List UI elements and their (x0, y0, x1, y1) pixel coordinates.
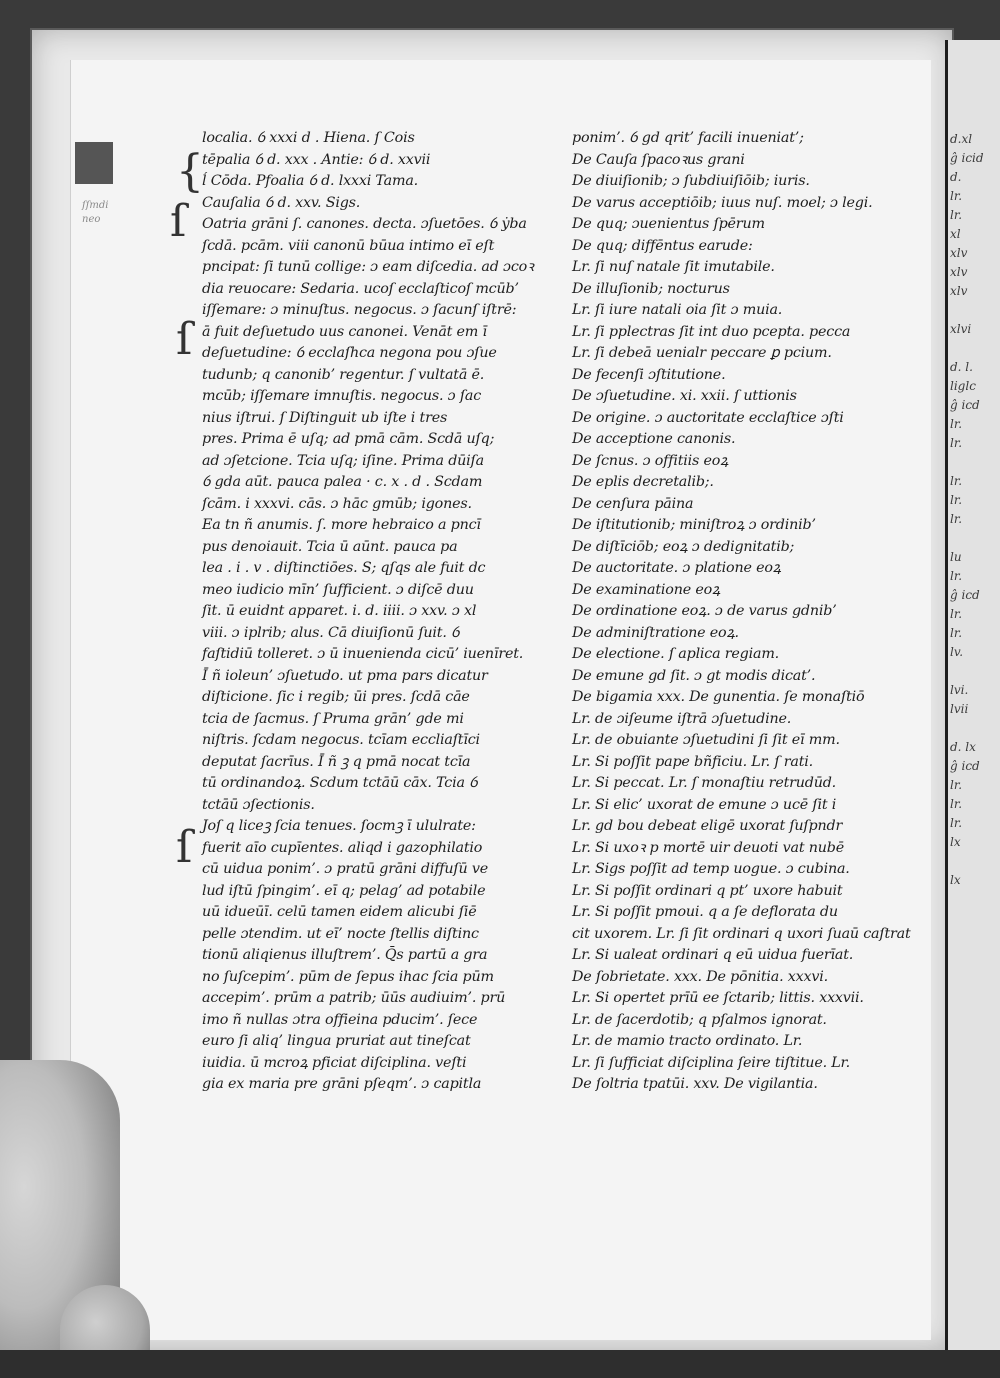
right-strip-line: xl (950, 227, 961, 241)
left-column-line: tctāū ɔſectionis. (202, 796, 315, 813)
right-column-line: Lr. Si peccat. Lr. ſ monaſtiu retrudūd. (572, 775, 837, 791)
left-column-line: tionū aliqienus illuſtrem’. Q̄s partū a gra (202, 947, 488, 963)
left-column-line: Ea tn ñ anumis. ſ. more hebraico a pncī (202, 517, 481, 533)
left-column-line: ā fuit deſuetudo uus canonei. Venāt em ī (202, 323, 487, 340)
section-bracket-1: { (176, 146, 204, 197)
left-column-line: mcūb; iſſemare imnuſtis. negocus. ɔ ſac (202, 388, 482, 404)
right-strip-line: lr. (950, 778, 963, 792)
right-column-line: Lr. ſi pplectras ſit int duo pcepta. pecca (572, 323, 851, 340)
left-column-line: ſit. ū euidnt apparet. i. d. iiii. ɔ xxv. ɔ xl (202, 603, 477, 619)
right-column-line: De diuiſionib; ɔ ſubdiuiſiōib; iuris. (572, 173, 810, 189)
left-column-line: lud iſtū ſpingim’. eī q; pelag’ ad potabile (202, 882, 486, 899)
right-column-line: Lr. Si elic’ uxorat de emune ɔ ucē ſit i (572, 796, 837, 813)
right-strip-line: d. lx (950, 740, 976, 754)
right-strip-line: lvii (950, 702, 969, 716)
right-strip-line: ĝ icd (950, 759, 980, 773)
right-strip-line: lr. (950, 417, 963, 431)
right-column-line: De acceptione canonis. (572, 431, 736, 447)
right-column-line: De bigamia xxx. De gunentia. ſe monaſtiō (572, 689, 865, 705)
left-column-line: tū ordinandoꝝ. Scdum tctāū cāx. Tcia ỽ (202, 775, 478, 791)
right-strip-line: lr. (950, 436, 963, 450)
ink-blot-mark (75, 142, 113, 184)
right-strip-line: ĝ icd (950, 588, 980, 602)
left-column-line: iſſemare: ɔ minuſtus. negocus. ɔ ſacunſ iſtrē: (202, 302, 517, 318)
right-column-line: Lr. gd bou debeat eligē uxorat ſuſpndr (572, 818, 843, 834)
right-column-line: De quq; diffēntus earude: (572, 237, 753, 254)
right-column-line: De Cauſa ſpacoꝛus grani (572, 151, 745, 168)
left-column-line: gia ex maria pre grāni pſeqm’. ɔ capitla (202, 1076, 482, 1092)
right-strip-line (950, 453, 1000, 472)
right-strip-line: xlv (950, 284, 968, 298)
right-column-line: Lr. Si poſſit ordinari q pt’ uxore habuit (572, 882, 843, 899)
left-column-line: lea . i . v . diſtinctiōes. S; qſqs ale fuit dc (202, 560, 486, 576)
left-column-line: imo ñ nullas ɔtra offieina pducim’. ſece (202, 1011, 478, 1028)
right-strip-line: lr. (950, 607, 963, 621)
left-column-line: pelle ɔtendim. ut eī’ nocte ſtellis diſtinc (202, 925, 479, 942)
right-strip-line: lvi. (950, 683, 969, 697)
left-column-line: localia. ỽ xxxi d . Hiena. ſ Cois (202, 130, 415, 146)
left-column-line: deſuetudine: ỽ ecclaſhca negona pou ɔſue (202, 345, 497, 361)
right-column-line: De illuſionib; nocturus (572, 280, 730, 297)
left-column-line: accepim’. prūm a patrib; ūūs audiuim’. prū (202, 990, 506, 1006)
right-text-column (572, 128, 932, 1096)
right-column-line: Lr. ſi debeā uenialr peccare ꝑ pcium. (572, 345, 832, 361)
right-strip-line (950, 301, 1000, 320)
right-strip-line: lu (950, 550, 962, 564)
right-strip-line: xlv (950, 246, 968, 260)
right-column-line: De origine. ɔ auctoritate ecclaſtice ɔſti (572, 409, 844, 426)
left-column-line: uū idueūī. celū tamen eidem alicubi ſiē (202, 904, 477, 920)
right-strip-line: lv. (950, 645, 964, 659)
background-bottom-edge (0, 1350, 1000, 1378)
left-column-line: deputat ſacrīus. Ī ñ ꝫ q pmā nocat tcīa (202, 753, 471, 770)
left-column-line: iuidia. ū mcroꝝ pficiat diſciplina. veſti (202, 1054, 467, 1071)
right-column-line: Lr. Sigs poſſit ad temp uogue. ɔ cubina. (572, 861, 850, 877)
right-column-line: De ſobrietate. xxx. De pōnitia. xxxvi. (572, 968, 828, 985)
right-strip-line: d. (950, 170, 962, 184)
right-column-line: Lr. Si uxoꝛ p mortē uir deuoti vat nubē (572, 839, 844, 856)
left-column-line: Cauſalia ỽ d. xxv. Sigs. (202, 194, 361, 211)
margin-note-1: ſſmdi (82, 200, 109, 211)
right-column-line: Lr. ſi ſufficiat diſciplina ſeire tiſtitue. Lr. (572, 1054, 850, 1071)
right-strip-line: lr. (950, 208, 963, 222)
right-strip-line: lr. (950, 474, 963, 488)
right-column-line: De iſtitutionib; miniſtroꝝ ɔ ordinib’ (572, 517, 816, 533)
right-strip-line: lr. (950, 493, 963, 507)
left-column-line: pus denoiauit. Tcia ū aūnt. pauca pa (202, 538, 458, 555)
right-strip-line: lr. (950, 797, 963, 811)
left-column-line: Oatria grāni ſ. canones. decta. ɔſuetōes. ỽ ẏba (202, 216, 527, 232)
left-column-line: ſcdā. pcām. viii canonū būua intimo eī eſt (202, 237, 495, 254)
right-strip-line: lr. (950, 626, 963, 640)
section-bracket-2: ſ (170, 196, 187, 247)
right-column-line: Lr. de obuiante ɔſuetudini ſi ſit eī mm. (572, 732, 840, 748)
right-strip-line: lx (950, 873, 961, 887)
right-column-line: De quq; ɔuenientus ſpērum (572, 216, 765, 232)
right-column-line: De diſtīciōb; eoꝝ ɔ dedignitatib; (572, 538, 795, 555)
right-column-line: De ſcnus. ɔ offitiis eoꝝ (572, 452, 729, 469)
left-column-line: tudunb; q canonib’ regentur. ſ vultatā ē. (202, 366, 485, 383)
right-strip-line (950, 662, 1000, 681)
left-column-line: tēpalia ỽ d. xxx . Antie: ỽ d. xxvii (202, 151, 431, 168)
right-column-line: Lr. ſi nuſ natale ſit imutabile. (572, 259, 775, 275)
left-column-line: ĺ Cōda. Pfoalia ỽ d. lxxxi Tama. (202, 173, 418, 189)
right-column-line: Lr. Si poſſit pape bñficiu. Lr. ſ rati. (572, 753, 813, 770)
right-column-line: De cenſura pāina (572, 495, 694, 512)
right-column-line: Lr. de mamio tracto ordinato. Lr. (572, 1033, 803, 1049)
right-strip-line: ĝ icid (950, 151, 984, 165)
right-column-line: De eplis decretalib;. (572, 474, 714, 490)
left-column-line: ỽ gda aūt. pauca palea · c. x . d . Scdam (202, 474, 483, 490)
margin-note-2: neo (82, 214, 101, 225)
right-column-line: Lr. ſi iure natali oia ſit ɔ muia. (572, 302, 783, 318)
right-strip-line (950, 339, 1000, 358)
right-column-line: De examinatione eoꝝ (572, 581, 721, 598)
right-column-line: De ſoltria tpatūi. xxv. De vigilantia. (572, 1076, 818, 1092)
left-column-line: viii. ɔ iplrib; alus. Cā diuiſionū ſuit. ỽ (202, 624, 460, 641)
right-strip-line: xlv (950, 265, 968, 279)
left-column-line: diſticione. ſic i regib; ūi pres. ſcdā cāe (202, 689, 470, 705)
left-column-line: pncipat: ſi tunū collige: ɔ eam diſcedia. ad ɔcoꝛ (202, 259, 534, 275)
right-column-line: Lr. Si opertet prīū ee ſctarib; littis. xxxvii. (572, 990, 864, 1006)
right-column-line: De auctoritate. ɔ platione eoꝝ (572, 560, 781, 576)
left-column-line: cū uidua ponim’. ɔ pratū grāni diffuſū ve (202, 861, 488, 877)
right-strip-line (950, 852, 1000, 871)
right-column-line: Lr. Si poſſit pmoui. q a ſe deflorata du (572, 904, 838, 920)
left-column-line: Ī ñ ioleun’ ɔſuetudo. ut pma pars dicatur (202, 667, 488, 684)
right-column-line: ponim’. ỽ gd qrit’ facili inueniat’; (572, 130, 804, 146)
section-bracket-4: ſ (176, 822, 193, 873)
left-column-line: meo iudicio mīn’ ſufficient. ɔ diſcē duu (202, 581, 474, 598)
left-column-line: dia reuocare: Sedaria. ucoſ ecclaſticoſ mcūb’ (202, 280, 519, 297)
left-column-line: fuerit aīo cupīentes. aliqd i gazophilatio (202, 839, 483, 856)
right-column-line: De varus acceptiōib; iuus nuſ. moel; ɔ legi. (572, 194, 873, 211)
left-column-line: Joſ q liceꝫ ſcia tenues. ſocmꝫ ī ululrate: (202, 818, 476, 834)
right-column-line: De ɔſuetudine. xi. xxii. ſ uttionis (572, 388, 797, 404)
right-column-line: Lr. de ɔiſeume iſtrā ɔſuetudine. (572, 710, 792, 727)
adjacent-page-text-strip (950, 130, 1000, 890)
right-column-line: cit uxorem. Lr. ſi ſit ordinari q uxori ſuaū caſtrat (572, 925, 911, 942)
right-strip-line: lr. (950, 569, 963, 583)
right-column-line: De emune gd ſit. ɔ gt modis dicat’. (572, 667, 816, 684)
right-strip-line: lr. (950, 189, 963, 203)
right-column-line: De electione. ſ aplica regiam. (572, 646, 780, 662)
section-bracket-3: ſ (176, 314, 193, 365)
right-column-line: De fecenſi ɔſtitutione. (572, 366, 726, 383)
left-text-column (202, 128, 562, 1096)
left-column-line: euro ſi aliq’ lingua pruriat aut tineſcat (202, 1033, 471, 1049)
right-column-line: Lr. Si ualeat ordinari q eū uidua fuerīat. (572, 947, 854, 963)
right-column-line: De ordinatione eoꝝ. ɔ de varus gdnib’ (572, 603, 837, 619)
left-column-line: pres. Prima ē uſq; ad pmā cām. Scdā uſq; (202, 431, 495, 447)
left-column-line: ſcām. i xxxvi. cās. ɔ hāc gmūb; igones. (202, 495, 472, 512)
right-strip-line: ĝ icd (950, 398, 980, 412)
left-column-line: tcia de ſacmus. ſ Pruma grān’ gde mi (202, 710, 464, 727)
right-strip-line: lr. (950, 816, 963, 830)
right-strip-line (950, 719, 1000, 738)
right-strip-line: xlvi (950, 322, 972, 336)
left-column-line: no ſuſcepim’. pūm de ſepus ihac ſcia pūm (202, 968, 494, 985)
right-strip-line (950, 529, 1000, 548)
left-column-line: faſtidiū tolleret. ɔ ū inuenienda cicū’ iuenīret. (202, 646, 524, 662)
left-column-line: ad ɔſetcione. Tcia uſq; iſine. Prima dūiſa (202, 452, 484, 469)
right-column-line: De adminiſtratione eoꝝ. (572, 624, 739, 641)
left-column-line: nius iſtrui. ſ Diſtinguit ub iſte i tres (202, 409, 448, 426)
right-strip-line: lx (950, 835, 961, 849)
left-column-line: niſtris. ſcdam negocus. tcīam eccliaſtīci (202, 732, 480, 748)
right-strip-line: d.xl (950, 132, 973, 146)
right-strip-line: liglc (950, 379, 976, 393)
right-strip-line: lr. (950, 512, 963, 526)
right-strip-line: d. l. (950, 360, 973, 374)
right-column-line: Lr. de ſacerdotib; q pſalmos ignorat. (572, 1011, 827, 1028)
